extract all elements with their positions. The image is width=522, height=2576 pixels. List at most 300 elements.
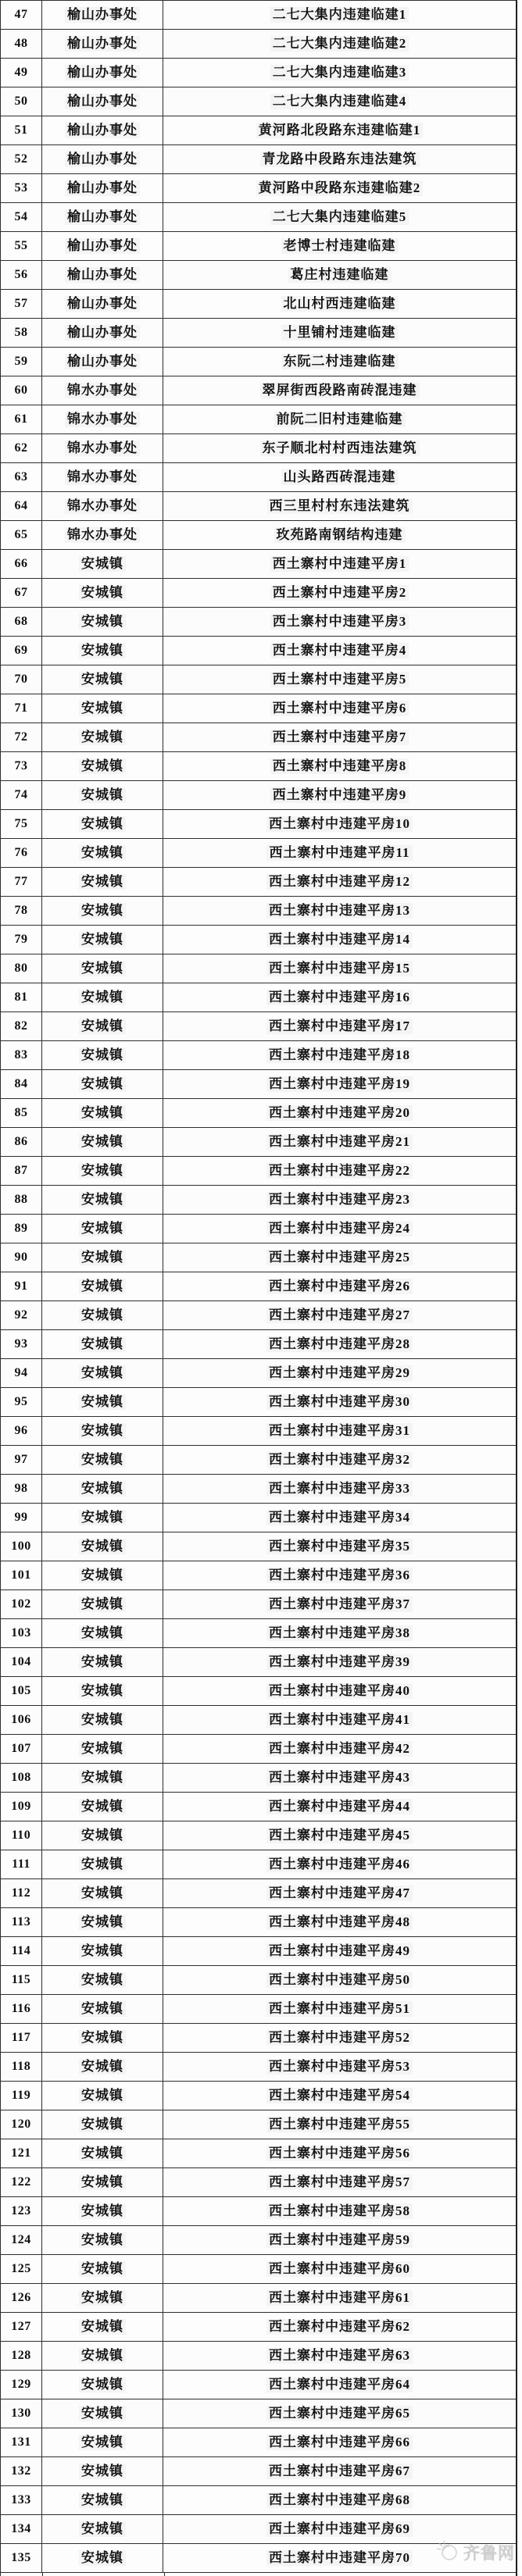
violation-name-cell xyxy=(163,232,516,260)
district-label: 安城镇 xyxy=(79,672,126,687)
violation-name-cell xyxy=(163,2371,516,2399)
violation-name-label: 西土寨村中违建平房70 xyxy=(266,2550,413,2566)
table-row xyxy=(1,1966,516,1995)
district-label: 榆山办事处 xyxy=(65,7,140,23)
row-number-cell: 90 xyxy=(1,1243,42,1272)
violation-name-label: 西土寨村中违建平房39 xyxy=(266,1654,413,1670)
table-row xyxy=(1,87,516,116)
table-row xyxy=(1,1937,516,1966)
district-label: 安城镇 xyxy=(79,2059,126,2075)
violation-name-label: 西土寨村中违建平房62 xyxy=(266,2319,413,2335)
row-number-cell: 94 xyxy=(1,1359,42,1387)
district-cell xyxy=(42,2457,163,2485)
district-label: 安城镇 xyxy=(79,1799,126,1814)
violation-name-label: 西土寨村中违建平房34 xyxy=(266,1510,413,1525)
row-number-cell: 116 xyxy=(1,1995,42,2023)
district-cell xyxy=(42,1937,163,1965)
district-label: 安城镇 xyxy=(79,1394,126,1410)
district-label: 安城镇 xyxy=(79,2001,126,2017)
violation-name-label: 西土寨村中违建平房4 xyxy=(270,643,409,658)
district-label: 锦水办事处 xyxy=(65,527,140,543)
violation-name-label: 二七大集内违建临建5 xyxy=(270,209,409,225)
violation-name-label: 西土寨村中违建平房49 xyxy=(266,1943,413,1959)
table-row xyxy=(1,1243,516,1272)
district-cell xyxy=(42,1706,163,1734)
district-cell xyxy=(42,1995,163,2023)
violation-name-cell xyxy=(163,579,516,607)
violation-name-cell xyxy=(163,1735,516,1763)
row-number-cell: 101 xyxy=(1,1561,42,1589)
violation-name-cell xyxy=(163,550,516,578)
row-number-cell: 66 xyxy=(1,550,42,578)
table-row xyxy=(1,926,516,954)
table-row xyxy=(1,1388,516,1417)
district-cell xyxy=(42,665,163,694)
district-label: 安城镇 xyxy=(79,2319,126,2335)
row-number-cell: 53 xyxy=(1,174,42,202)
district-cell xyxy=(42,579,163,607)
district-cell xyxy=(42,637,163,665)
district-cell xyxy=(42,1186,163,1214)
table-row xyxy=(1,781,516,810)
violation-name-label: 北山村西违建临建 xyxy=(281,296,399,312)
district-cell xyxy=(42,926,163,954)
district-cell xyxy=(42,1388,163,1416)
violation-name-cell xyxy=(163,59,516,87)
row-number-cell: 47 xyxy=(1,1,42,29)
violation-name-cell xyxy=(163,87,516,116)
table-row xyxy=(1,1157,516,1186)
district-cell xyxy=(42,608,163,636)
row-number-cell: 64 xyxy=(1,492,42,520)
row-number-cell: 119 xyxy=(1,2082,42,2110)
violation-name-cell xyxy=(163,1359,516,1387)
violation-name-cell xyxy=(163,2515,516,2543)
violation-name-cell xyxy=(163,463,516,491)
district-label: 安城镇 xyxy=(79,1221,126,1236)
row-number-cell: 74 xyxy=(1,781,42,809)
district-label: 安城镇 xyxy=(79,1308,126,1323)
district-cell xyxy=(42,463,163,491)
table-row xyxy=(1,810,516,839)
violation-name-cell xyxy=(163,1446,516,1474)
violation-name-label: 西土寨村中违建平房19 xyxy=(266,1076,413,1092)
district-cell xyxy=(42,983,163,1011)
table-row xyxy=(1,897,516,926)
violation-name-label: 西土寨村中违建平房35 xyxy=(266,1539,413,1554)
district-cell xyxy=(42,954,163,983)
district-cell xyxy=(42,2515,163,2543)
table-row xyxy=(1,1475,516,1504)
violation-name-cell xyxy=(163,1330,516,1358)
district-label: 安城镇 xyxy=(79,1972,126,1988)
violation-name-label: 西土寨村中违建平房67 xyxy=(266,2464,413,2479)
violation-name-label: 西土寨村中违建平房13 xyxy=(266,903,413,919)
district-label: 安城镇 xyxy=(79,1134,126,1150)
table-row xyxy=(1,2110,516,2139)
table-row xyxy=(1,30,516,59)
violation-name-cell xyxy=(163,1504,516,1532)
district-cell xyxy=(42,1041,163,1069)
district-cell xyxy=(42,839,163,867)
row-number-cell: 105 xyxy=(1,1677,42,1705)
table-row xyxy=(1,1677,516,1706)
row-number-cell: 62 xyxy=(1,434,42,462)
violation-name-cell xyxy=(163,2024,516,2052)
violation-name-label: 西土寨村中违建平房14 xyxy=(266,932,413,947)
violation-name-cell xyxy=(163,1243,516,1272)
table-row xyxy=(1,2399,516,2428)
district-label: 安城镇 xyxy=(79,614,126,630)
district-cell xyxy=(42,2486,163,2514)
violation-name-label: 西土寨村中违建平房65 xyxy=(266,2406,413,2421)
table-row xyxy=(1,1417,516,1446)
violation-name-label: 西土寨村中违建平房10 xyxy=(266,816,413,832)
violation-name-cell xyxy=(163,608,516,636)
district-label: 安城镇 xyxy=(79,1279,126,1294)
violation-name-cell xyxy=(163,1648,516,1676)
table-row xyxy=(1,2024,516,2053)
district-label: 安城镇 xyxy=(79,2348,126,2364)
district-cell xyxy=(42,1821,163,1850)
district-label: 榆山办事处 xyxy=(65,94,140,109)
table-row xyxy=(1,1995,516,2024)
violation-name-label: 西土寨村中违建平房40 xyxy=(266,1683,413,1699)
table-row xyxy=(1,1821,516,1850)
district-cell xyxy=(42,1301,163,1329)
row-number-cell: 84 xyxy=(1,1070,42,1098)
row-number-cell: 63 xyxy=(1,463,42,491)
violation-name-label: 黄河路北段路东违建临建1 xyxy=(256,123,424,138)
row-number-cell: 133 xyxy=(1,2486,42,2514)
violation-name-label: 西土寨村中违建平房23 xyxy=(266,1192,413,1208)
violation-name-label: 前阮二旧村违建临建 xyxy=(274,412,406,427)
table-row xyxy=(1,1648,516,1677)
district-label: 榆山办事处 xyxy=(65,267,140,283)
violation-name-label: 西土寨村中违建平房43 xyxy=(266,1770,413,1786)
row-number-cell: 67 xyxy=(1,579,42,607)
district-cell xyxy=(42,1648,163,1676)
violation-name-cell xyxy=(163,897,516,925)
violation-name-label: 西土寨村中违建平房7 xyxy=(270,730,409,745)
district-label: 安城镇 xyxy=(79,1452,126,1468)
violation-name-cell xyxy=(163,376,516,405)
violation-name-cell xyxy=(163,2139,516,2167)
violation-name-label: 西土寨村中违建平房52 xyxy=(266,2030,413,2046)
row-number-cell: 83 xyxy=(1,1041,42,1069)
violation-name-label: 西土寨村中违建平房64 xyxy=(266,2377,413,2392)
table-row xyxy=(1,2313,516,2342)
violation-name-label: 西土寨村中违建平房22 xyxy=(266,1163,413,1179)
violation-name-label: 西土寨村中违建平房38 xyxy=(266,1625,413,1641)
violation-name-label: 西土寨村中违建平房25 xyxy=(266,1250,413,1265)
table-row xyxy=(1,1735,516,1764)
violation-name-cell xyxy=(163,1301,516,1329)
violation-name-cell xyxy=(163,2486,516,2514)
district-label: 安城镇 xyxy=(79,1105,126,1121)
table-row xyxy=(1,59,516,87)
table-row xyxy=(1,2371,516,2399)
row-number-cell: 134 xyxy=(1,2515,42,2543)
row-number-cell: 78 xyxy=(1,897,42,925)
district-cell xyxy=(42,174,163,202)
row-number-cell: 87 xyxy=(1,1157,42,1185)
district-label: 安城镇 xyxy=(79,643,126,658)
violation-name-cell xyxy=(163,1041,516,1069)
district-cell xyxy=(42,116,163,144)
violation-name-label: 西土寨村中违建平房46 xyxy=(266,1857,413,1872)
table-row xyxy=(1,145,516,174)
district-cell xyxy=(42,1677,163,1705)
district-label: 安城镇 xyxy=(79,2117,126,2132)
violation-name-label: 西土寨村中违建平房32 xyxy=(266,1452,413,1468)
table-row xyxy=(1,2342,516,2371)
district-label: 安城镇 xyxy=(79,2521,126,2537)
violation-name-cell xyxy=(163,2313,516,2341)
violation-name-label: 西土寨村中违建平房53 xyxy=(266,2059,413,2075)
violation-name-cell xyxy=(163,319,516,347)
district-cell xyxy=(42,1070,163,1098)
row-number-cell: 88 xyxy=(1,1186,42,1214)
district-cell xyxy=(42,2544,163,2572)
table-row xyxy=(1,1215,516,1243)
violation-name-label: 西土寨村中违建平房20 xyxy=(266,1105,413,1121)
district-label: 安城镇 xyxy=(79,787,126,803)
table-row xyxy=(1,723,516,752)
table-row xyxy=(1,1301,516,1330)
violation-name-cell xyxy=(163,781,516,809)
violation-name-cell xyxy=(163,1561,516,1589)
table-row xyxy=(1,2457,516,2486)
violation-name-cell xyxy=(163,1619,516,1647)
row-number-cell: 71 xyxy=(1,694,42,722)
violation-name-label: 西土寨村中违建平房55 xyxy=(266,2117,413,2132)
violation-name-cell xyxy=(163,30,516,58)
row-number-cell: 117 xyxy=(1,2024,42,2052)
district-cell xyxy=(42,868,163,896)
district-label: 安城镇 xyxy=(79,1828,126,1843)
table-row xyxy=(1,2486,516,2515)
row-number-cell: 52 xyxy=(1,145,42,173)
row-number-cell: 68 xyxy=(1,608,42,636)
violation-name-cell xyxy=(163,1995,516,2023)
district-label: 榆山办事处 xyxy=(65,325,140,341)
violation-name-cell xyxy=(163,348,516,376)
violation-name-label: 西土寨村中违建平房41 xyxy=(266,1712,413,1728)
district-label: 安城镇 xyxy=(79,1250,126,1265)
district-cell xyxy=(42,2399,163,2428)
district-label: 安城镇 xyxy=(79,2435,126,2450)
row-number-cell: 109 xyxy=(1,1793,42,1821)
row-number-cell: 69 xyxy=(1,637,42,665)
table-row xyxy=(1,434,516,463)
row-number-cell: 70 xyxy=(1,665,42,694)
violation-name-cell xyxy=(163,1070,516,1098)
row-number-cell: 127 xyxy=(1,2313,42,2341)
violation-name-cell xyxy=(163,983,516,1011)
row-number-cell: 99 xyxy=(1,1504,42,1532)
district-cell xyxy=(42,897,163,925)
violation-name-label: 翠屏街西段路南砖混违建 xyxy=(260,383,420,398)
violation-name-cell xyxy=(163,203,516,231)
violation-name-cell xyxy=(163,1099,516,1127)
district-cell xyxy=(42,2226,163,2254)
district-label: 安城镇 xyxy=(79,1192,126,1208)
table-row xyxy=(1,1446,516,1475)
table-row xyxy=(1,174,516,203)
district-label: 安城镇 xyxy=(79,1539,126,1554)
district-label: 安城镇 xyxy=(79,990,126,1005)
violation-name-label: 二七大集内违建临建1 xyxy=(270,7,409,23)
district-cell xyxy=(42,1966,163,1994)
violation-name-label: 葛庄村违建临建 xyxy=(288,267,392,283)
district-label: 安城镇 xyxy=(79,1625,126,1641)
district-cell xyxy=(42,348,163,376)
district-label: 安城镇 xyxy=(79,2232,126,2248)
row-number-cell: 102 xyxy=(1,1590,42,1618)
watermark-text: 齐鲁网 xyxy=(463,2544,515,2563)
row-number-cell: 122 xyxy=(1,2168,42,2196)
district-cell xyxy=(42,1504,163,1532)
violation-name-label: 西土寨村中违建平房57 xyxy=(266,2175,413,2190)
violation-name-label: 西土寨村中违建平房42 xyxy=(266,1741,413,1757)
violation-name-cell xyxy=(163,1850,516,1878)
violation-name-label: 西土寨村中违建平房12 xyxy=(266,874,413,890)
violation-name-label: 西土寨村中违建平房56 xyxy=(266,2146,413,2161)
table-row xyxy=(1,203,516,232)
district-cell xyxy=(42,810,163,838)
district-cell xyxy=(42,319,163,347)
violation-name-label: 西土寨村中违建平房30 xyxy=(266,1394,413,1410)
row-number-cell: 93 xyxy=(1,1330,42,1358)
row-number-cell: 106 xyxy=(1,1706,42,1734)
district-cell xyxy=(42,203,163,231)
district-label: 安城镇 xyxy=(79,2464,126,2479)
row-number-cell: 76 xyxy=(1,839,42,867)
row-number-cell: 108 xyxy=(1,1764,42,1792)
violation-name-cell xyxy=(163,637,516,665)
violation-name-label: 西土寨村中违建平房15 xyxy=(266,961,413,976)
district-cell xyxy=(42,1,163,29)
district-cell xyxy=(42,1879,163,1907)
district-label: 安城镇 xyxy=(79,932,126,947)
violation-name-label: 西土寨村中违建平房3 xyxy=(270,614,409,630)
row-number-cell: 56 xyxy=(1,261,42,289)
district-cell xyxy=(42,1561,163,1589)
violation-name-cell xyxy=(163,261,516,289)
row-number-cell: 79 xyxy=(1,926,42,954)
row-number-cell: 57 xyxy=(1,290,42,318)
violation-name-cell xyxy=(163,1821,516,1850)
district-label: 榆山办事处 xyxy=(65,238,140,254)
district-label: 安城镇 xyxy=(79,903,126,919)
violation-name-cell xyxy=(163,1908,516,1936)
violation-name-label: 西土寨村中违建平房54 xyxy=(266,2088,413,2103)
violation-name-label: 青龙路中段路东违法建筑 xyxy=(260,152,420,167)
table-row xyxy=(1,1764,516,1793)
violation-name-label: 西土寨村中违建平房47 xyxy=(266,1886,413,1901)
district-cell xyxy=(42,376,163,405)
district-label: 安城镇 xyxy=(79,1336,126,1352)
district-label: 安城镇 xyxy=(79,845,126,861)
district-label: 锦水办事处 xyxy=(65,498,140,514)
row-number-cell: 59 xyxy=(1,348,42,376)
table-row xyxy=(1,2255,516,2284)
violation-name-cell xyxy=(163,1532,516,1561)
table-row xyxy=(1,637,516,665)
row-number-cell: 125 xyxy=(1,2255,42,2283)
violation-name-cell xyxy=(163,1706,516,1734)
row-number-cell: 111 xyxy=(1,1850,42,1878)
violation-name-label: 老博士村违建临建 xyxy=(281,238,399,254)
violation-name-cell xyxy=(163,2110,516,2139)
district-label: 安城镇 xyxy=(79,2377,126,2392)
violation-name-label: 黄河路中段路东违建临建2 xyxy=(256,180,424,196)
row-number-cell: 89 xyxy=(1,1215,42,1243)
violation-name-label: 西土寨村中违建平房69 xyxy=(266,2521,413,2537)
row-number-cell: 48 xyxy=(1,30,42,58)
violation-name-cell xyxy=(163,839,516,867)
district-label: 安城镇 xyxy=(79,816,126,832)
district-label: 榆山办事处 xyxy=(65,354,140,369)
table-row xyxy=(1,1,516,30)
violation-name-label: 山头路西砖混违建 xyxy=(281,469,399,485)
table-row xyxy=(1,2053,516,2082)
row-number-cell: 121 xyxy=(1,2139,42,2167)
violation-name-label: 西土寨村中违建平房28 xyxy=(266,1336,413,1352)
violation-name-label: 西土寨村中违建平房29 xyxy=(266,1365,413,1381)
district-label: 安城镇 xyxy=(79,961,126,976)
violation-name-cell xyxy=(163,1677,516,1705)
row-number-cell: 110 xyxy=(1,1821,42,1850)
row-number-cell: 135 xyxy=(1,2544,42,2572)
district-cell xyxy=(42,1012,163,1040)
table-row xyxy=(1,463,516,492)
district-cell xyxy=(42,1908,163,1936)
violation-name-label: 西土寨村中违建平房63 xyxy=(266,2348,413,2364)
row-number-cell: 130 xyxy=(1,2399,42,2428)
violation-name-cell xyxy=(163,116,516,144)
violation-name-cell xyxy=(163,1,516,29)
district-label: 安城镇 xyxy=(79,758,126,774)
violation-name-cell xyxy=(163,2428,516,2456)
district-label: 安城镇 xyxy=(79,1683,126,1699)
district-cell xyxy=(42,694,163,722)
table-row xyxy=(1,1330,516,1359)
table-row xyxy=(1,1272,516,1301)
violation-name-label: 西土寨村中违建平房1 xyxy=(270,556,409,572)
violation-name-label: 西土寨村中违建平房9 xyxy=(270,787,409,803)
table-row xyxy=(1,2197,516,2226)
district-cell xyxy=(42,145,163,173)
district-label: 安城镇 xyxy=(79,1712,126,1728)
row-number-cell: 61 xyxy=(1,405,42,433)
district-label: 安城镇 xyxy=(79,1568,126,1583)
district-label: 锦水办事处 xyxy=(65,469,140,485)
district-cell xyxy=(42,30,163,58)
district-label: 安城镇 xyxy=(79,2290,126,2306)
violation-name-label: 西土寨村中违建平房61 xyxy=(266,2290,413,2306)
violation-name-label: 西土寨村中违建平房36 xyxy=(266,1568,413,1583)
table-row xyxy=(1,1070,516,1099)
violation-name-label: 西土寨村中违建平房11 xyxy=(266,845,412,861)
table-row xyxy=(1,232,516,261)
row-number-cell: 113 xyxy=(1,1908,42,1936)
district-cell xyxy=(42,550,163,578)
district-label: 安城镇 xyxy=(79,2088,126,2103)
district-cell xyxy=(42,1330,163,1358)
district-label: 榆山办事处 xyxy=(65,209,140,225)
